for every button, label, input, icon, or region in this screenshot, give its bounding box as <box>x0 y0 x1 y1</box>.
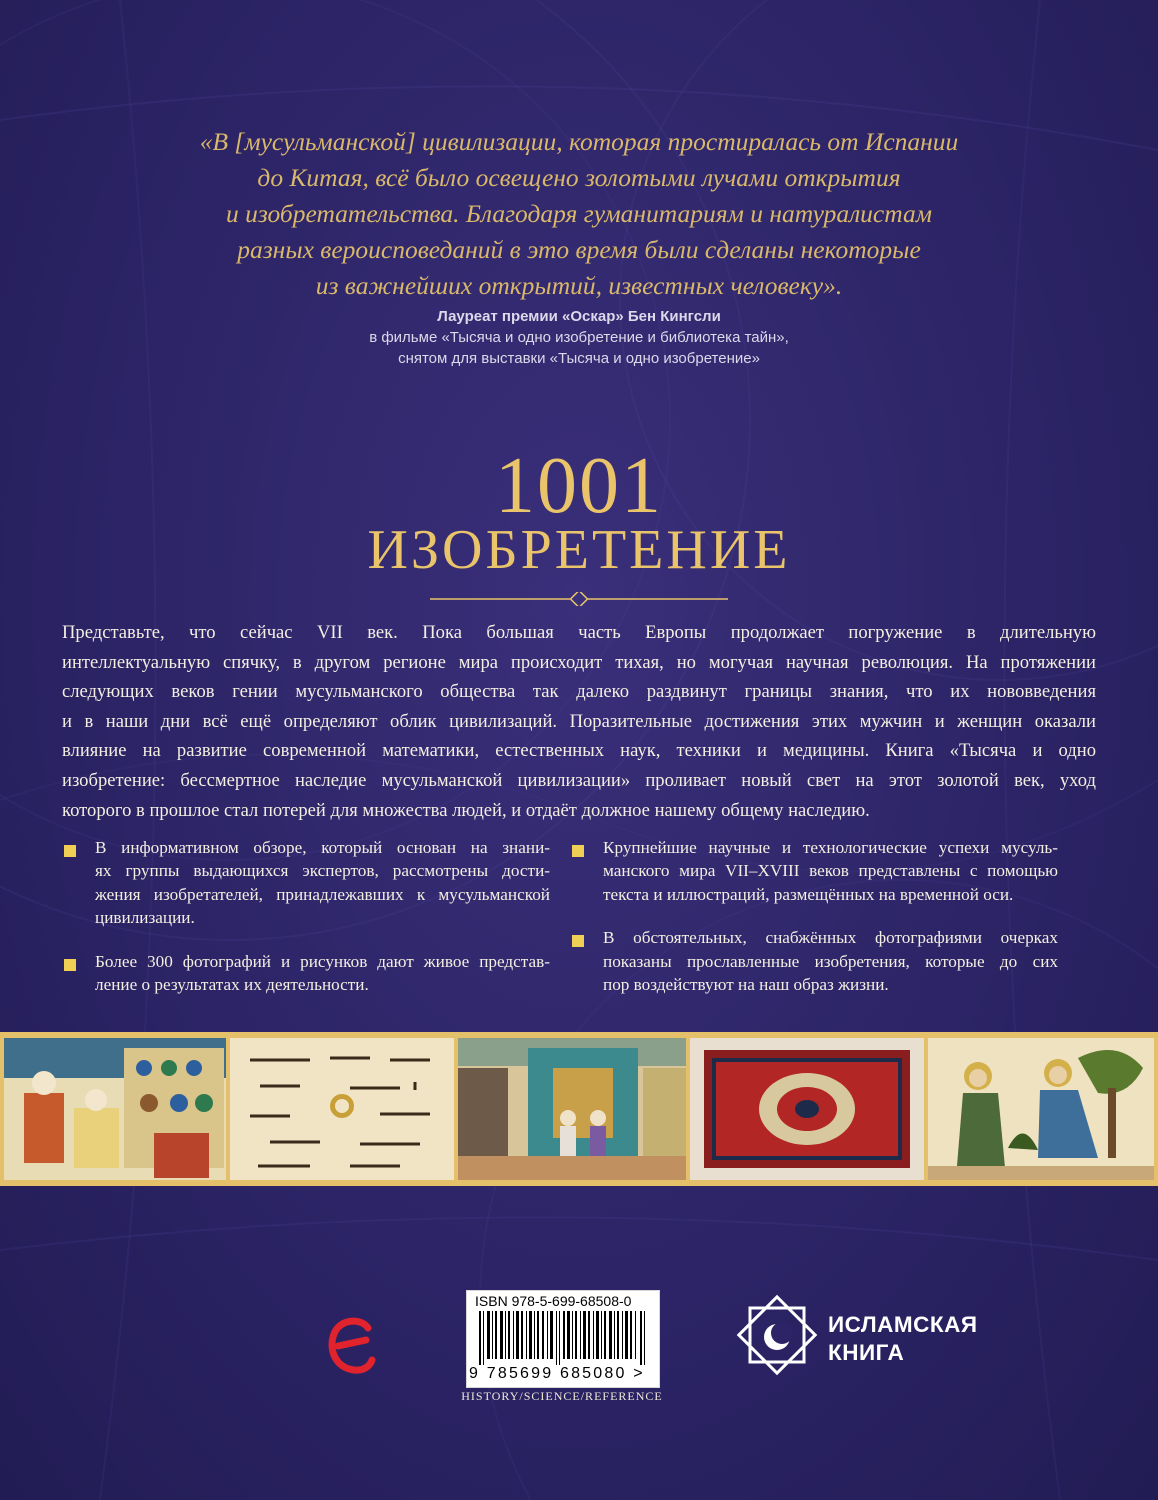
feature-list-left <box>62 836 550 1016</box>
barcode-digits: 9 785699 685080 > <box>469 1365 645 1382</box>
bullet-square-icon <box>572 845 584 857</box>
description-line: следующих веков гении мусульманского общества так далеко раздвинут границы знания, что их нововведения <box>62 681 1096 703</box>
book-title-word: ИЗОБРЕТЕНИЕ <box>367 519 791 581</box>
bullet-line: В обстоятельных, снабжённых фотографиями очерках <box>603 928 1058 948</box>
quote-line: до Китая, всё было освещено золотыми лучами открытия <box>257 163 901 192</box>
attribution-line: снятом для выставки «Тысяча и одно изобретение» <box>398 350 760 367</box>
quote-line: «В [мусульманской] цивилизации, которая простиралась от Испании <box>199 127 959 156</box>
bullet-line: Более 300 фотографий и рисунков дают живое представ- <box>95 951 550 971</box>
bullet-line: жения изобретателей, принадлежавших к мусульманской <box>95 884 550 904</box>
bullet-line: текста и иллюстраций, размещённых на временной оси. <box>603 884 1014 904</box>
persian-carpet-image <box>690 1038 924 1180</box>
feature-bullet <box>62 950 550 997</box>
description-line: Представьте, что сейчас VII век. Пока большая часть Европы продолжает погружение в длительную <box>62 622 1096 643</box>
feature-bullet <box>62 836 550 930</box>
illustration-strip <box>0 1032 1158 1186</box>
bullet-square-icon <box>572 935 584 947</box>
crescent-octagon-logo-icon <box>734 1292 820 1378</box>
book-categories: HISTORY/SCIENCE/REFERENCE <box>461 1389 663 1403</box>
bullet-line: пор воздействуют на наш образ жизни. <box>603 975 889 995</box>
feature-list-right <box>570 836 1058 1016</box>
bullet-square-icon <box>64 845 76 857</box>
isbn-barcode <box>466 1290 660 1388</box>
feature-bullet <box>570 836 1058 906</box>
barcode-bars <box>477 1311 647 1365</box>
description-line: влияние на развитие современной математики, естественных наук, техники и медицины. Книга «Тысяча и одно <box>62 740 1096 762</box>
imprint-line-1: ИСЛАМСКАЯ <box>828 1312 978 1337</box>
bullet-line: Крупнейшие научные и технологические успехи мусуль- <box>603 838 1058 857</box>
isbn-number: ISBN 978-5-699-68508-0 <box>475 1293 632 1309</box>
description-line: интеллектуальную спячку, в другом регионе мира происходит тихая, но могучая научная революция. На протяжении <box>62 651 1096 673</box>
description-line: которого в прошлое стал потерей для множества людей, и отдаёт должное нашему общему наследию. <box>62 799 870 821</box>
bullet-line: В информативном обзоре, который основан на знани- <box>95 838 550 857</box>
imprint-logo <box>734 1290 994 1380</box>
quote-attribution <box>200 306 958 369</box>
miniature-botany-scene-image <box>928 1038 1154 1180</box>
bullet-line: ях группы выдающихся экспертов, рассмотрены дости- <box>95 861 550 881</box>
attribution-line: в фильме «Тысяча и одно изобретение и библиотека тайн», <box>369 329 789 346</box>
bullet-line: ление о результатах их деятельности. <box>95 975 369 995</box>
quote-line: и изобретательства. Благодаря гуманитариям и натуралистам <box>225 199 933 228</box>
imprint-line-2: КНИГА <box>828 1340 905 1365</box>
ornamental-divider <box>430 592 728 606</box>
miniature-pharmacy-image <box>4 1038 226 1180</box>
bullet-line: показаны прославленные изобретения, которые до сих <box>603 951 1058 971</box>
bullet-line: цивилизации. <box>95 908 195 928</box>
book-description <box>62 618 1096 825</box>
kufic-manuscript-image <box>230 1038 454 1180</box>
feature-bullet <box>570 926 1058 996</box>
description-line: и в наши дни всё ещё определяют облик цивилизаций. Поразительные достижения этих мужчин и женщин оказали <box>62 710 1096 732</box>
epigraph-quote <box>120 124 1038 304</box>
book-title-number: 1001 <box>495 442 663 530</box>
eksmo-e-logo-icon <box>326 1314 376 1376</box>
attribution-name: Лауреат премии «Оскар» Бен Кингсли <box>437 308 721 325</box>
quote-line: разных вероисповеданий в это время были сделаны некоторые <box>237 235 921 264</box>
miniature-court-scene-image <box>458 1038 686 1180</box>
bullet-line: манского мира VII–XVIII веков представлены с помощью <box>603 861 1058 881</box>
quote-line: из важнейших открытий, известных человеку». <box>315 271 843 300</box>
bullet-square-icon <box>64 959 76 971</box>
description-line: изобретение: бессмертное наследие мусульманской цивилизации» проливает новый свет на этот золотой век, уход <box>62 769 1096 791</box>
